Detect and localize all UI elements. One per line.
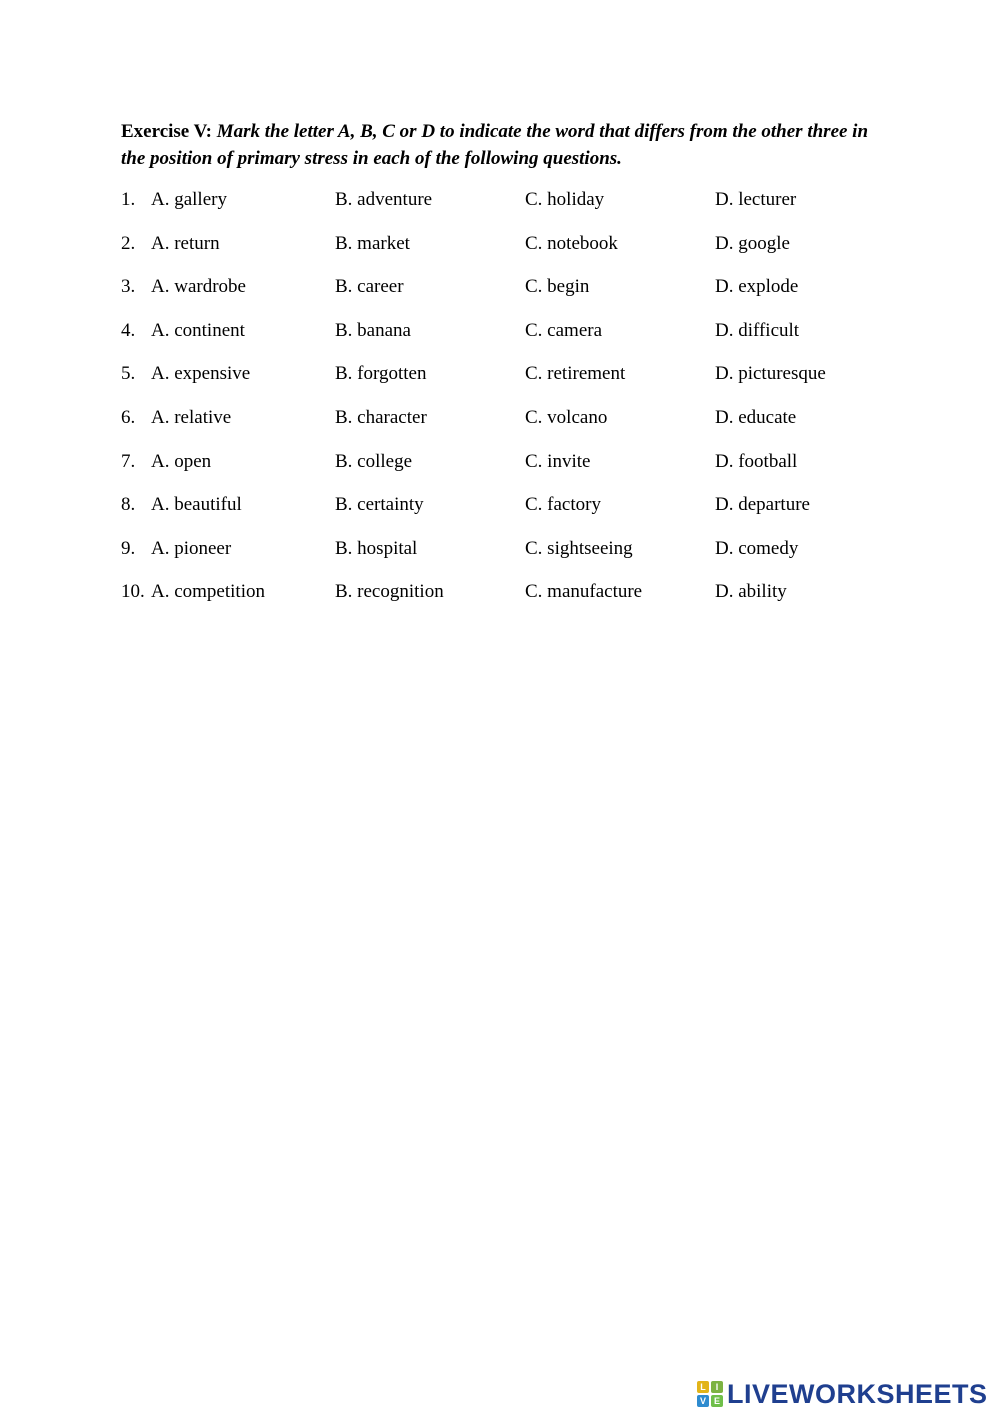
question-list — [121, 186, 881, 622]
question-number: 9. — [121, 537, 136, 559]
option-a: A. wardrobe — [151, 276, 246, 298]
option-d: D. explode — [715, 276, 799, 298]
option-d: D. google — [715, 232, 790, 254]
question-number: 7. — [121, 450, 136, 472]
option-d: D. educate — [715, 406, 797, 428]
logo-square: L — [697, 1381, 709, 1393]
logo-square: E — [711, 1395, 723, 1407]
option-a: A. continent — [151, 319, 245, 341]
logo-grid-icon — [697, 1381, 723, 1407]
question-row — [121, 578, 881, 622]
question-number: 6. — [121, 406, 136, 428]
exercise-instruction — [121, 118, 881, 172]
question-row — [121, 186, 881, 230]
question-number: 2. — [121, 232, 136, 254]
question-row — [121, 535, 881, 579]
option-c: C. invite — [525, 450, 591, 472]
option-a: A. open — [151, 450, 212, 472]
option-c: C. retirement — [525, 363, 626, 385]
question-number: 10. — [121, 581, 145, 603]
option-d: D. comedy — [715, 537, 799, 559]
logo-square: V — [697, 1395, 709, 1407]
question-row — [121, 491, 881, 535]
question-number: 5. — [121, 363, 136, 385]
option-c: C. holiday — [525, 189, 605, 210]
question-row — [121, 230, 881, 274]
option-d: D. ability — [715, 581, 787, 603]
option-a: A. gallery — [151, 189, 227, 210]
option-b: B. adventure — [335, 189, 433, 210]
question-row — [121, 317, 881, 361]
worksheet — [121, 118, 881, 622]
question-number: 8. — [121, 494, 136, 516]
option-b: B. character — [335, 406, 427, 428]
option-a: A. competition — [151, 581, 265, 603]
question-number: 1. — [121, 189, 136, 210]
option-a: A. relative — [151, 406, 232, 428]
option-c: C. begin — [525, 276, 590, 298]
option-a: A. expensive — [151, 363, 251, 385]
question-row — [121, 448, 881, 492]
option-c: C. camera — [525, 319, 603, 341]
option-b: B. career — [335, 276, 404, 298]
option-a: A. return — [151, 232, 220, 254]
option-b: B. recognition — [335, 581, 444, 603]
question-row — [121, 273, 881, 317]
option-d: D. departure — [715, 494, 810, 516]
option-d: D. difficult — [715, 319, 800, 341]
logo-square: I — [711, 1381, 723, 1393]
option-c: C. factory — [525, 494, 601, 516]
option-a: A. pioneer — [151, 537, 232, 559]
option-d: D. lecturer — [715, 189, 797, 210]
question-row — [121, 404, 881, 448]
option-d: D. football — [715, 450, 798, 472]
question-row — [121, 360, 881, 404]
question-number: 4. — [121, 319, 136, 341]
option-a: A. beautiful — [151, 494, 242, 516]
option-c: C. volcano — [525, 406, 608, 428]
option-b: B. college — [335, 450, 413, 472]
logo-text: LIVEWORKSHEETS — [727, 1378, 988, 1409]
exercise-label: Exercise V: — [121, 121, 212, 142]
option-c: C. manufacture — [525, 581, 643, 603]
option-d: D. picturesque — [715, 363, 826, 385]
option-b: B. forgotten — [335, 363, 427, 385]
option-b: B. market — [335, 232, 410, 254]
option-b: B. certainty — [335, 494, 424, 516]
option-c: C. sightseeing — [525, 537, 633, 559]
option-b: B. hospital — [335, 537, 418, 559]
question-number: 3. — [121, 276, 136, 298]
exercise-text: Mark the letter A, B, C or D to indicate the word that differs from the other three in the position of primary stress in each of the following questions. — [121, 121, 869, 169]
option-c: C. notebook — [525, 232, 618, 254]
option-b: B. banana — [335, 319, 411, 341]
liveworksheets-logo — [697, 1377, 988, 1411]
